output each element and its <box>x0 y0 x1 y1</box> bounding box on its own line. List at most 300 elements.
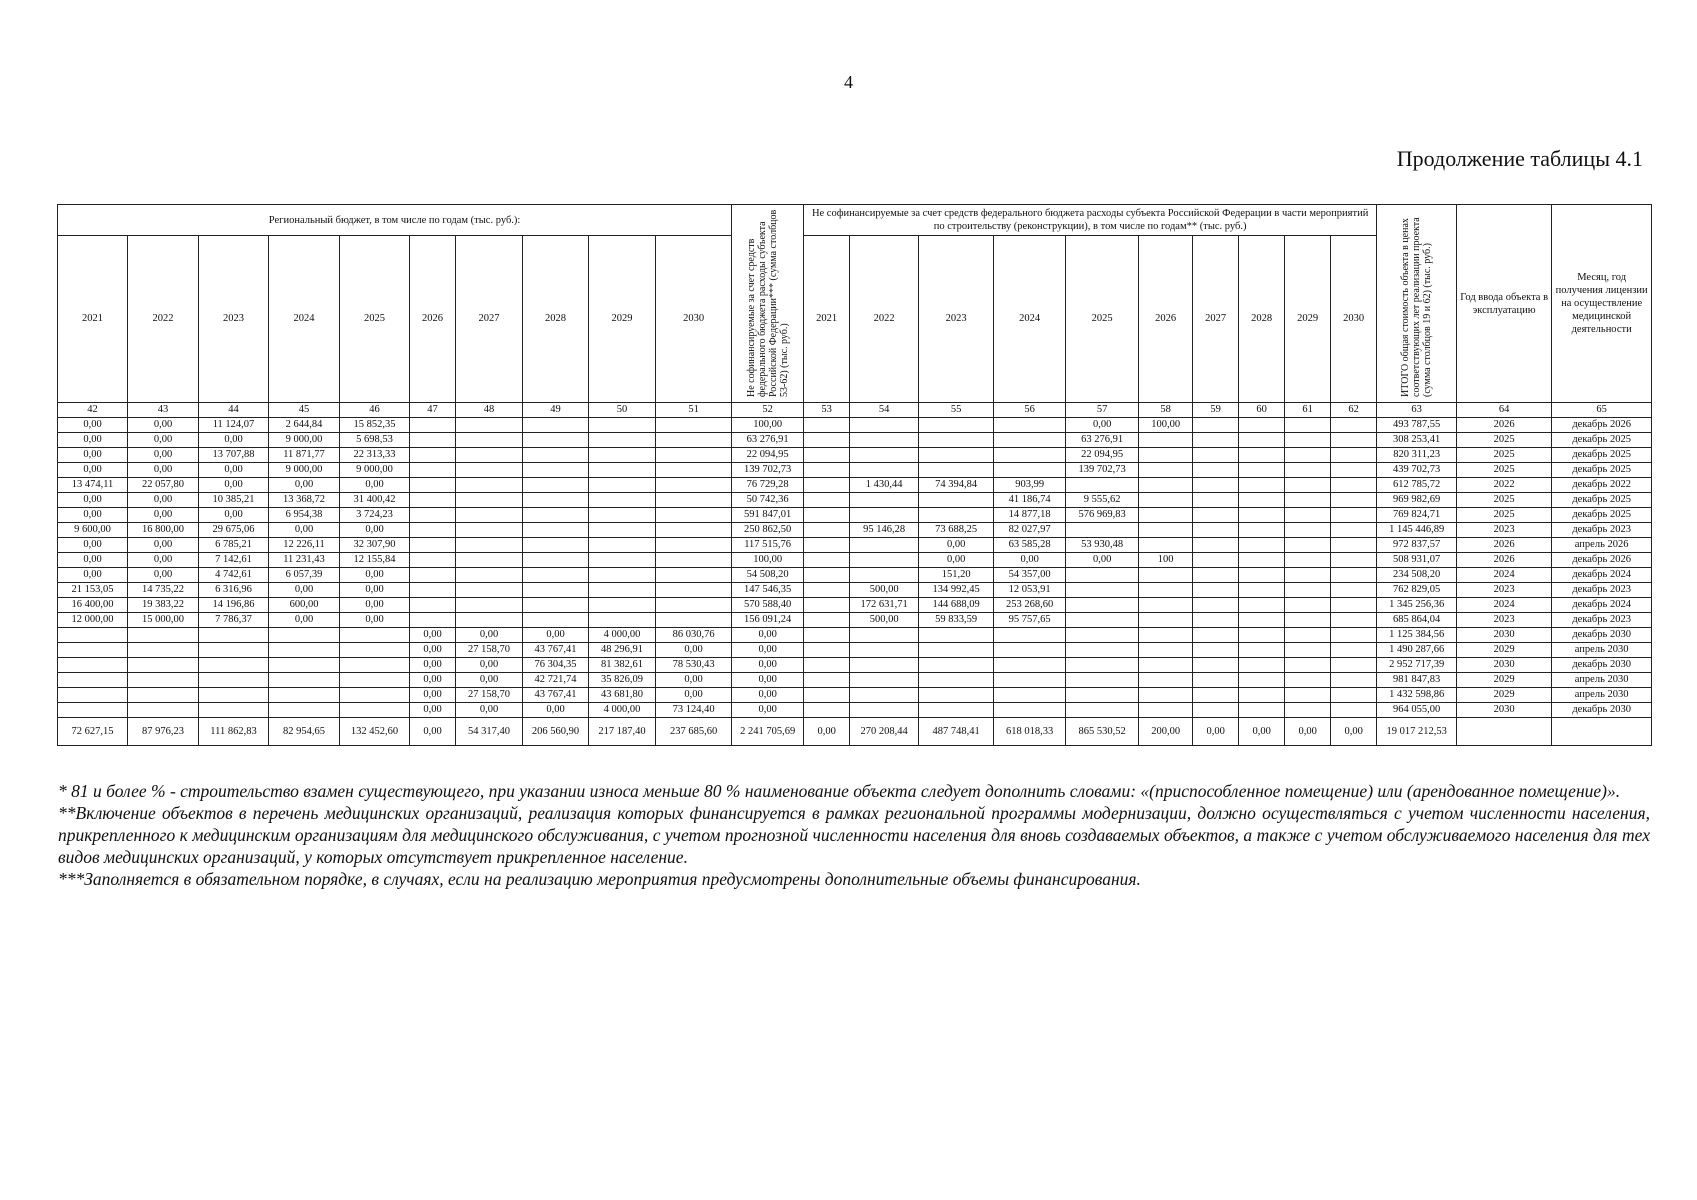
table-cell: 865 530,52 <box>1066 718 1139 746</box>
table-cell <box>523 613 589 628</box>
table-cell: 43 681,80 <box>589 688 656 703</box>
table-cell: 2025 <box>1457 463 1552 478</box>
table-cell: 65 <box>1552 403 1652 418</box>
table-cell <box>1193 673 1239 688</box>
table-cell <box>1285 418 1331 433</box>
table-cell <box>1331 673 1377 688</box>
table-cell <box>1139 493 1193 508</box>
table-cell: 60 <box>1239 403 1285 418</box>
table-cell <box>1285 478 1331 493</box>
table-cell: 86 030,76 <box>656 628 732 643</box>
table-cell: 0,00 <box>1066 418 1139 433</box>
table-cell: 0,00 <box>732 688 804 703</box>
table-cell: 45 <box>269 403 340 418</box>
table-cell: 147 546,35 <box>732 583 804 598</box>
table-cell: 62 <box>1331 403 1377 418</box>
table-cell: 42 <box>58 403 128 418</box>
table-cell: 6 785,21 <box>199 538 269 553</box>
table-cell <box>656 598 732 613</box>
table-cell: 0,00 <box>58 448 128 463</box>
table-cell: 0,00 <box>128 508 199 523</box>
table-cell <box>994 448 1066 463</box>
table-cell <box>410 508 456 523</box>
table-cell <box>1139 433 1193 448</box>
table-cell: апрель 2030 <box>1552 643 1652 658</box>
table-cell: 618 018,33 <box>994 718 1066 746</box>
table-cell: 0,00 <box>656 673 732 688</box>
table-cell: 11 231,43 <box>269 553 340 568</box>
table-cell: 250 862,50 <box>732 523 804 538</box>
table-cell <box>1285 493 1331 508</box>
table-cell: 0,00 <box>199 508 269 523</box>
table-cell: 0,00 <box>128 418 199 433</box>
table-cell <box>850 673 919 688</box>
table-cell <box>1285 643 1331 658</box>
table-cell: 16 400,00 <box>58 598 128 613</box>
table-cell: 2025 <box>1457 448 1552 463</box>
table-cell <box>1285 628 1331 643</box>
table-cell: 54 317,40 <box>456 718 523 746</box>
table-cell <box>919 448 994 463</box>
table-cell <box>1066 658 1139 673</box>
table-cell <box>1193 508 1239 523</box>
table-cell <box>1331 448 1377 463</box>
table-cell: 0,00 <box>1193 718 1239 746</box>
table-cell: 0,00 <box>340 598 410 613</box>
table-cell: 0,00 <box>919 538 994 553</box>
table-cell <box>58 658 128 673</box>
table-cell <box>1239 418 1285 433</box>
table-cell <box>340 658 410 673</box>
table-cell <box>1239 583 1285 598</box>
table-cell: 0,00 <box>128 493 199 508</box>
table-row <box>58 478 1652 493</box>
table-cell <box>589 583 656 598</box>
table-cell: 0,00 <box>656 688 732 703</box>
table-cell: 43 <box>128 403 199 418</box>
table-cell <box>410 538 456 553</box>
table-cell: 21 153,05 <box>58 583 128 598</box>
table-cell <box>589 568 656 583</box>
table-cell <box>804 568 850 583</box>
table-cell: 12 053,91 <box>994 583 1066 598</box>
table-cell <box>269 643 340 658</box>
table-cell: 0,00 <box>1066 553 1139 568</box>
table-cell: 56 <box>994 403 1066 418</box>
table-cell <box>804 478 850 493</box>
table-cell <box>410 613 456 628</box>
table-cell: декабрь 2023 <box>1552 583 1652 598</box>
table-cell <box>1193 703 1239 718</box>
table-cell <box>1193 598 1239 613</box>
table-cell <box>523 493 589 508</box>
table-cell: 64 <box>1457 403 1552 418</box>
table-cell <box>804 448 850 463</box>
table-cell: 49 <box>523 403 589 418</box>
table-cell <box>58 643 128 658</box>
table-cell <box>919 493 994 508</box>
table-cell: 0,00 <box>128 553 199 568</box>
table-cell <box>804 553 850 568</box>
table-cell <box>410 523 456 538</box>
table-cell: 981 847,83 <box>1377 673 1457 688</box>
table-cell: 2025 <box>1457 508 1552 523</box>
table-cell <box>1285 688 1331 703</box>
table-cell <box>1285 703 1331 718</box>
table-row <box>58 703 1652 718</box>
table-cell <box>589 508 656 523</box>
table-cell: 0,00 <box>410 718 456 746</box>
table-cell <box>656 523 732 538</box>
table-cell <box>1193 568 1239 583</box>
table-cell: 50 742,36 <box>732 493 804 508</box>
table-cell: 51 <box>656 403 732 418</box>
nonco-year-header: 2026 <box>1139 236 1193 403</box>
table-row <box>58 613 1652 628</box>
table-cell: 2023 <box>1457 613 1552 628</box>
table-cell: 0,00 <box>732 673 804 688</box>
table-cell: 54 357,00 <box>994 568 1066 583</box>
table-cell <box>850 463 919 478</box>
table-cell: декабрь 2025 <box>1552 433 1652 448</box>
table-cell: 2029 <box>1457 688 1552 703</box>
table-cell <box>199 688 269 703</box>
table-cell: 0,00 <box>269 613 340 628</box>
table-cell: 54 508,20 <box>732 568 804 583</box>
table-row <box>58 463 1652 478</box>
table-cell <box>1285 523 1331 538</box>
table-cell <box>1239 568 1285 583</box>
footnote: * 81 и более % - строительство взамен существующего, при указании износа меньше 80 % наименование объекта следует дополнить словами: «(приспособленное помещение) или (арендованное помещение)». <box>58 781 1621 801</box>
col52-header: Не софинансируемые за счет средств федерального бюджета расходы субъекта Российской Федерации*** (сумма столбцов 53-62) (тыс. руб.) <box>732 205 804 403</box>
table-cell: 1 432 598,86 <box>1377 688 1457 703</box>
table-cell <box>523 433 589 448</box>
table-cell: 31 400,42 <box>340 493 410 508</box>
table-row <box>58 448 1652 463</box>
table-cell: декабрь 2025 <box>1552 448 1652 463</box>
table-cell <box>994 418 1066 433</box>
table-cell <box>456 568 523 583</box>
table-cell <box>1066 583 1139 598</box>
table-cell <box>1331 523 1377 538</box>
table-cell <box>804 508 850 523</box>
table-cell: декабрь 2022 <box>1552 478 1652 493</box>
table-cell <box>1193 658 1239 673</box>
table-cell <box>656 478 732 493</box>
regional-budget-header: Региональный бюджет, в том числе по годам (тыс. руб.): <box>58 205 732 236</box>
table-cell <box>456 493 523 508</box>
table-cell: 2024 <box>1457 598 1552 613</box>
table-cell: 0,00 <box>732 628 804 643</box>
table-cell: 13 368,72 <box>269 493 340 508</box>
regional-year-header: 2022 <box>128 236 199 403</box>
table-cell <box>919 643 994 658</box>
table-cell <box>199 658 269 673</box>
table-cell <box>456 598 523 613</box>
table-cell <box>656 463 732 478</box>
table-cell: 0,00 <box>732 658 804 673</box>
table-cell: 14 735,22 <box>128 583 199 598</box>
table-cell <box>1239 448 1285 463</box>
table-cell: 2022 <box>1457 478 1552 493</box>
table-cell: 570 588,40 <box>732 598 804 613</box>
table-cell: 46 <box>340 403 410 418</box>
table-row <box>58 493 1652 508</box>
table-cell <box>269 658 340 673</box>
table-cell: 57 <box>1066 403 1139 418</box>
table-cell <box>269 673 340 688</box>
table-cell: 2025 <box>1457 433 1552 448</box>
table-cell <box>589 448 656 463</box>
table-cell: 81 382,61 <box>589 658 656 673</box>
table-cell <box>1331 703 1377 718</box>
table-cell <box>128 703 199 718</box>
table-cell: 0,00 <box>58 553 128 568</box>
table-cell: 6 057,39 <box>269 568 340 583</box>
table-cell <box>1193 688 1239 703</box>
table-cell: 22 094,95 <box>1066 448 1139 463</box>
table-cell <box>1066 598 1139 613</box>
table-cell <box>919 673 994 688</box>
table-cell <box>994 703 1066 718</box>
table-row <box>58 523 1652 538</box>
table-cell: 22 094,95 <box>732 448 804 463</box>
table-cell: 500,00 <box>850 583 919 598</box>
table-cell: 0,00 <box>199 463 269 478</box>
table-cell <box>128 628 199 643</box>
table-cell: 0,00 <box>804 718 850 746</box>
table-cell: апрель 2026 <box>1552 538 1652 553</box>
table-cell <box>1139 583 1193 598</box>
table-cell: декабрь 2025 <box>1552 493 1652 508</box>
table-cell: 63 276,91 <box>732 433 804 448</box>
table-cell: 7 786,37 <box>199 613 269 628</box>
table-cell <box>1066 613 1139 628</box>
table-cell: декабрь 2026 <box>1552 418 1652 433</box>
table-cell: 32 307,90 <box>340 538 410 553</box>
table-cell: декабрь 2024 <box>1552 598 1652 613</box>
table-cell: 9 000,00 <box>269 463 340 478</box>
table-cell: 2026 <box>1457 553 1552 568</box>
table-cell: 132 452,60 <box>340 718 410 746</box>
table-cell <box>919 628 994 643</box>
table-cell: 82 027,97 <box>994 523 1066 538</box>
table-cell <box>58 688 128 703</box>
table-cell <box>1239 643 1285 658</box>
table-cell: 493 787,55 <box>1377 418 1457 433</box>
table-cell <box>589 613 656 628</box>
table-cell: 2029 <box>1457 643 1552 658</box>
table-cell: 0,00 <box>128 448 199 463</box>
table-cell <box>1239 538 1285 553</box>
table-cell: 117 515,76 <box>732 538 804 553</box>
table-cell: 2030 <box>1457 703 1552 718</box>
table-cell: 508 931,07 <box>1377 553 1457 568</box>
nonco-year-header: 2021 <box>804 236 850 403</box>
table-cell: 76 304,35 <box>523 658 589 673</box>
table-row <box>58 598 1652 613</box>
table-cell <box>919 508 994 523</box>
table-cell <box>1193 448 1239 463</box>
table-cell: 14 877,18 <box>994 508 1066 523</box>
table-cell: 769 824,71 <box>1377 508 1457 523</box>
table-cell: 2 952 717,39 <box>1377 658 1457 673</box>
table-cell: 0,00 <box>199 478 269 493</box>
table-cell <box>589 433 656 448</box>
table-cell <box>589 493 656 508</box>
table-row <box>58 643 1652 658</box>
table-cell: 100,00 <box>732 418 804 433</box>
table-cell: 0,00 <box>340 613 410 628</box>
table-cell <box>269 628 340 643</box>
nonco-year-header: 2030 <box>1331 236 1377 403</box>
table-cell <box>804 643 850 658</box>
table-cell <box>58 703 128 718</box>
table-row <box>58 418 1652 433</box>
table-cell: 9 000,00 <box>340 463 410 478</box>
table-cell <box>1331 478 1377 493</box>
table-cell: 14 196,86 <box>199 598 269 613</box>
table-cell <box>1193 538 1239 553</box>
table-cell: апрель 2030 <box>1552 673 1652 688</box>
table-cell <box>456 508 523 523</box>
table-cell <box>1331 658 1377 673</box>
table-cell: 820 311,23 <box>1377 448 1457 463</box>
table-cell <box>128 643 199 658</box>
table-cell: 972 837,57 <box>1377 538 1457 553</box>
table-cell <box>804 673 850 688</box>
table-cell <box>1066 673 1139 688</box>
table-cell: 0,00 <box>128 568 199 583</box>
table-cell: 5 698,53 <box>340 433 410 448</box>
table-cell: 52 <box>732 403 804 418</box>
table-cell <box>804 418 850 433</box>
table-cell <box>1139 643 1193 658</box>
table-cell: 0,00 <box>58 538 128 553</box>
table-cell: 0,00 <box>269 478 340 493</box>
table-cell <box>1331 598 1377 613</box>
table-cell <box>1139 508 1193 523</box>
table-cell: 43 767,41 <box>523 643 589 658</box>
table-cell <box>523 583 589 598</box>
regional-year-header: 2025 <box>340 236 410 403</box>
table-cell <box>523 523 589 538</box>
table-cell: 964 055,00 <box>1377 703 1457 718</box>
table-cell <box>1331 433 1377 448</box>
table-cell <box>58 673 128 688</box>
table-cell <box>1331 568 1377 583</box>
table-cell: 0,00 <box>58 568 128 583</box>
table-cell <box>656 418 732 433</box>
table-cell: 72 627,15 <box>58 718 128 746</box>
table-cell: декабрь 2030 <box>1552 703 1652 718</box>
table-cell: 0,00 <box>919 553 994 568</box>
table-cell: 0,00 <box>410 688 456 703</box>
table-cell: 487 748,41 <box>919 718 994 746</box>
table-cell <box>1193 643 1239 658</box>
table-cell <box>340 628 410 643</box>
table-cell: 47 <box>410 403 456 418</box>
table-cell <box>850 508 919 523</box>
table-cell <box>804 598 850 613</box>
table-cell <box>656 553 732 568</box>
table-cell: 48 296,91 <box>589 643 656 658</box>
table-cell: 134 992,45 <box>919 583 994 598</box>
table-cell: 308 253,41 <box>1377 433 1457 448</box>
table-cell <box>1139 478 1193 493</box>
table-cell: 50 <box>589 403 656 418</box>
table-cell <box>410 493 456 508</box>
table-cell: 41 186,74 <box>994 493 1066 508</box>
table-cell <box>589 463 656 478</box>
table-cell <box>456 448 523 463</box>
table-cell <box>456 433 523 448</box>
table-cell: 1 345 256,36 <box>1377 598 1457 613</box>
table-cell <box>1193 583 1239 598</box>
table-cell: 1 430,44 <box>850 478 919 493</box>
regional-year-header: 2029 <box>589 236 656 403</box>
table-cell <box>850 448 919 463</box>
table-cell <box>1239 508 1285 523</box>
year-commission-header: Год ввода объекта в эксплуатацию <box>1457 205 1552 403</box>
table-cell: 0,00 <box>410 703 456 718</box>
table-cell: 0,00 <box>732 703 804 718</box>
table-cell: 576 969,83 <box>1066 508 1139 523</box>
table-cell <box>994 658 1066 673</box>
table-cell <box>128 673 199 688</box>
table-cell <box>1239 628 1285 643</box>
table-cell <box>1066 703 1139 718</box>
table-cell <box>523 478 589 493</box>
table-cell <box>1331 628 1377 643</box>
regional-year-header: 2023 <box>199 236 269 403</box>
table-cell: 44 <box>199 403 269 418</box>
table-cell <box>589 523 656 538</box>
table-row <box>58 628 1652 643</box>
table-cell <box>994 673 1066 688</box>
table-cell <box>410 463 456 478</box>
table-cell: 43 767,41 <box>523 688 589 703</box>
table-cell <box>340 688 410 703</box>
table-cell <box>656 508 732 523</box>
table-cell: 111 862,83 <box>199 718 269 746</box>
table-cell: 100,00 <box>732 553 804 568</box>
table-cell: 4 742,61 <box>199 568 269 583</box>
table-cell: 53 <box>804 403 850 418</box>
table-cell <box>410 598 456 613</box>
table-cell <box>1239 598 1285 613</box>
table-cell: 156 091,24 <box>732 613 804 628</box>
table-cell: 0,00 <box>269 523 340 538</box>
table-cell <box>656 613 732 628</box>
table-row <box>58 508 1652 523</box>
table-cell <box>1457 718 1552 746</box>
table-cell <box>1331 493 1377 508</box>
table-cell: 15 852,35 <box>340 418 410 433</box>
table-cell: 600,00 <box>269 598 340 613</box>
table-cell <box>269 688 340 703</box>
table-cell: 4 000,00 <box>589 628 656 643</box>
table-cell <box>199 628 269 643</box>
table-cell <box>850 628 919 643</box>
table-cell: 2025 <box>1457 493 1552 508</box>
table-cell: 0,00 <box>656 643 732 658</box>
table-cell <box>589 553 656 568</box>
table-cell: 903,99 <box>994 478 1066 493</box>
table-cell <box>523 553 589 568</box>
table-row <box>58 583 1652 598</box>
table-cell <box>410 553 456 568</box>
